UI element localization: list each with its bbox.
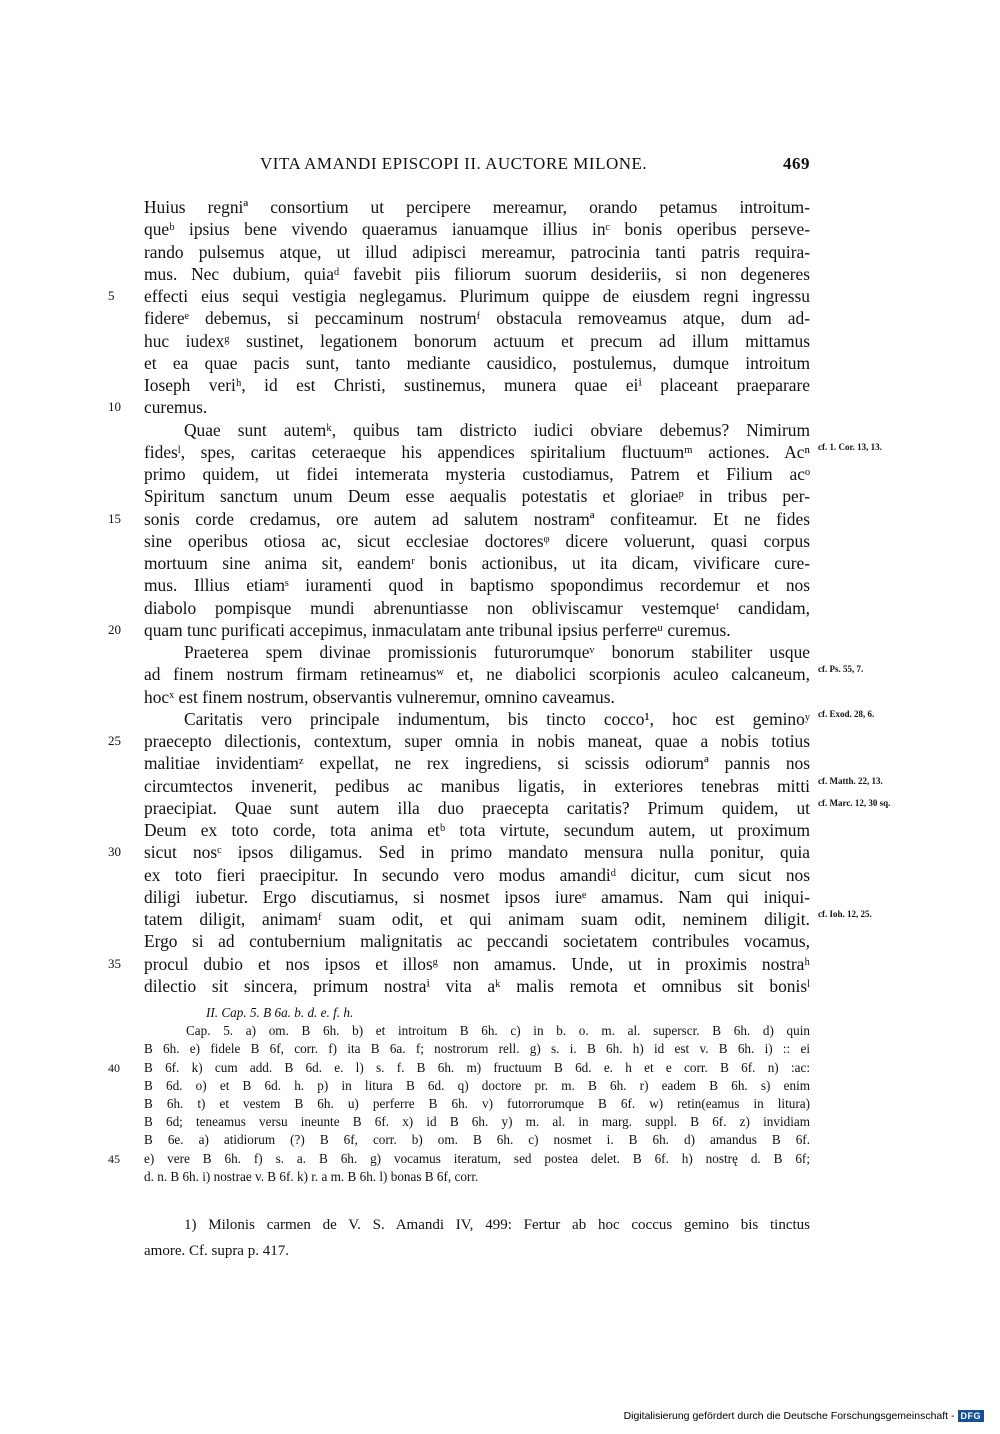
line-number: 25 [108, 733, 121, 748]
text-line: dilectio sit sincera, primum nostraⁱ vita aᵏ malis remota et omnibus sit bonisˡ [144, 975, 810, 996]
text-line: ad finem nostrum firmam retineamusʷ et, ne diabolici scorpionis aculeo calcaneum, cf. Ps. 55, 7. [144, 664, 864, 685]
text-line: mus. Nec dubium, quiaᵈ favebit piis filiorum suorum desideriis, si non degeneres [144, 263, 810, 284]
apparatus-line: d. n. B 6h. i) nostrae v. B 6f. k) r. a m. B 6h. l) bonas B 6f, corr. [144, 1168, 479, 1184]
critical-apparatus [108, 1004, 810, 1186]
text-line: fidesˡ, spes, caritas ceteraeque his appendices spiritalium fluctuumᵐ actiones. Acⁿ cf. 1. Cor. 13, 13. [144, 441, 882, 462]
text-line: Huius regniª consortium ut percipere mereamur, orando petamus introitum- [144, 197, 810, 217]
text-line: 10 curemus. [108, 397, 208, 418]
text-line: fidereᵉ debemus, si peccaminum nostrumᶠ obstacula removeamus atque, dum ad- [144, 308, 810, 329]
text-line: rando pulsemus atque, ut illud adipisci mereamur, patrocinia tanti patris requira- [144, 241, 810, 262]
margin-reference: cf. Ioh. 12, 25. [818, 909, 872, 919]
text-line: 25 praecepto dilectionis, contextum, super omnia in nobis maneat, quae a nobis totius [108, 731, 810, 751]
dfg-logo: DFG [958, 1410, 985, 1422]
footnote-line: amore. Cf. supra p. 417. [144, 1243, 289, 1259]
text-line: queᵇ ipsius bene vivendo quaeramus ianuamque illius inᶜ bonis operibus perseve- [144, 219, 810, 240]
apparatus-line: B 6h. t) et vestem B 6h. u) perferre B 6h. v) futorrorumque B 6f. w) retin(eamus in litura) [144, 1095, 810, 1111]
line-number: 35 [108, 955, 121, 971]
text-line: mortuum sine anima sit, eandemʳ bonis actionibus, ut ita dicam, vivificare cure- [144, 553, 810, 573]
main-text [108, 196, 891, 997]
line-number: 10 [108, 399, 121, 415]
running-title: VITA AMANDI EPISCOPI II. AUCTORE MILONE. [260, 154, 648, 173]
text-line: huc iudexᵍ sustinet, legationem bonorum actuum et precum ad illum mittamus [144, 330, 810, 351]
text-line: 5 effecti eius sequi vestigia neglegamus. Plurimum quippe de eiusdem regni ingressu [108, 286, 810, 306]
text-line: Deum ex toto corde, tota anima etᵇ tota virtute, secundum autem, ut proximum [144, 820, 810, 840]
text-line: Caritatis vero principale indumentum, bis tincto cocco¹, hoc est geminoʸ cf. Exod. 28, 6. [184, 708, 875, 729]
text-line: diabolo pompisque mundi abrenuntiasse non obliviscamur vestemqueᵗ candidam, [144, 597, 810, 618]
margin-reference: cf. 1. Cor. 13, 13. [818, 441, 882, 452]
footnote-line: 1) Milonis carmen de V. S. Amandi IV, 499: Fertur ab hoc coccus gemino bis tinctus [184, 1217, 810, 1233]
text-line: praecipiat. Quae sunt autem illa duo praecepta caritatis? Primum quidem, ut cf. Marc. 12, 30 sq. [144, 797, 891, 818]
text-line: mus. Illius etiamˢ iuramenti quod in baptismo spopondimus recordemur et nos [144, 575, 810, 596]
text-line: circumtectos invenerit, pedibus ac manibus ligatis, in exteriores tenebras mitti cf. Matth. 22, 13. [144, 775, 883, 796]
text-line: 15 sonis corde credamus, ore autem ad salutem nostramª confiteamur. Et ne fides [108, 508, 810, 529]
text-line: Ergo si ad contubernium malignitatis ac peccandi societatem contribules vocamus, [144, 931, 810, 952]
text-line: Praeterea spem divinae promissionis futurorumqueᵛ bonorum stabiliter usque [184, 642, 810, 662]
text-line: et ea quae pacis sunt, tanto mediante causidico, postulemus, dumque introitum [144, 352, 810, 373]
text-line: tatem diligit, animamᶠ suam odit, et qui animam suam odit, neminem diligit. cf. Ioh. 12, 25. [144, 909, 872, 929]
apparatus-line: B 6d. o) et B 6d. h. p) in litura B 6d. q) doctore pr. m. B 6h. r) eadem B 6h. s) enim [144, 1077, 810, 1093]
text-line: 30 sicut nosᶜ ipsos diligamus. Sed in primo mandato mensura nulla ponitur, quia [108, 842, 810, 863]
line-number: 20 [108, 621, 121, 637]
text-line: sine operibus otiosa ac, sicut ecclesiae doctoresᵠ dicere voluerunt, quasi corpus [144, 530, 810, 551]
margin-reference: cf. Ps. 55, 7. [818, 664, 864, 675]
funding-credit [624, 1410, 984, 1422]
apparatus-line: 45 e) vere B 6h. f) s. a. B 6h. g) vocamus iteratum, sed postea delet. B 6f. h) nostrę d. B 6f; [144, 1150, 810, 1168]
line-number: 40 [108, 1060, 120, 1075]
text-line: malitiae invidentiamᶻ expellat, ne rex ingrediens, si scissis odiorumª pannis nos [144, 753, 810, 774]
credit-text: Digitalisierung gefördert durch die Deutsche Forschungsgemeinschaft - [623, 1410, 955, 1422]
text-line: hocˣ est finem nostrum, observantis vulneremur, omnino caveamus. [144, 686, 615, 707]
text-line: Quae sunt autemᵏ, quibus tam districto iudici obviare debemus? Nimirum [184, 419, 810, 440]
margin-reference: cf. Matth. 22, 13. [818, 775, 883, 786]
footnote [144, 1212, 810, 1264]
apparatus-line: 40 B 6f. k) cum add. B 6d. e. l) s. f. B 6h. m) fructuum B 6d. e. h et e corr. B 6f. n) :ac: [144, 1059, 810, 1077]
apparatus-line: II. Cap. 5. B 6a. b. d. e. f. h. [206, 1005, 354, 1020]
page-number: 469 [783, 154, 810, 173]
margin-reference: cf. Exod. 28, 6. [818, 708, 875, 719]
apparatus-line: Cap. 5. a) om. B 6h. b) et introitum B 6h. c) in b. o. m. al. superscr. B 6h. d) quin [186, 1023, 810, 1039]
line-number: 30 [108, 844, 121, 860]
text-line: 20 quam tunc purificati accepimus, inmaculatam ante tribunal ipsius perferreᵘ curemus. [108, 619, 731, 640]
text-line: Spiritum sanctum unum Deum esse aequalis potestatis et gloriaeᵖ in tribus per- [144, 486, 810, 507]
text-line: diligi iubetur. Ergo discutiamus, si nosmet ipsos iureᵉ amamus. Nam qui iniqui- [144, 886, 810, 907]
line-number: 5 [108, 288, 115, 303]
margin-reference: cf. Marc. 12, 30 sq. [818, 797, 891, 808]
apparatus-line: B 6e. a) atidiorum (?) B 6f, corr. b) om. B 6h. c) nosmet i. B 6h. d) amandus B 6f. [144, 1132, 810, 1148]
apparatus-line: B 6h. e) fidele B 6f, corr. f) ita B 6a. f; nostrorum rell. g) s. i. B 6h. h) id est v. B 6h. i) :: ei [144, 1041, 810, 1057]
text-line: Ioseph veriʰ, id est Christi, sustinemus, munera quae eiⁱ placeant praeparare [144, 375, 810, 395]
line-number: 45 [108, 1151, 120, 1166]
text-line: primo quidem, ut fidei intemerata mysteria custodiamus, Patrem et Filium acᵒ [144, 464, 810, 484]
apparatus-line: B 6d; teneamus versu ineunte B 6f. x) id B 6h. y) m. al. in marg. suppl. B 6f. z) invidiam [144, 1114, 810, 1130]
text-line: 35 procul dubio et nos ipsos et illosᵍ non amamus. Unde, ut in proximis nostraʰ [108, 953, 810, 974]
text-line: ex toto fieri praecipitur. In secundo vero modus amandiᵈ dicitur, cum sicut nos [144, 864, 810, 885]
line-number: 15 [108, 510, 121, 526]
